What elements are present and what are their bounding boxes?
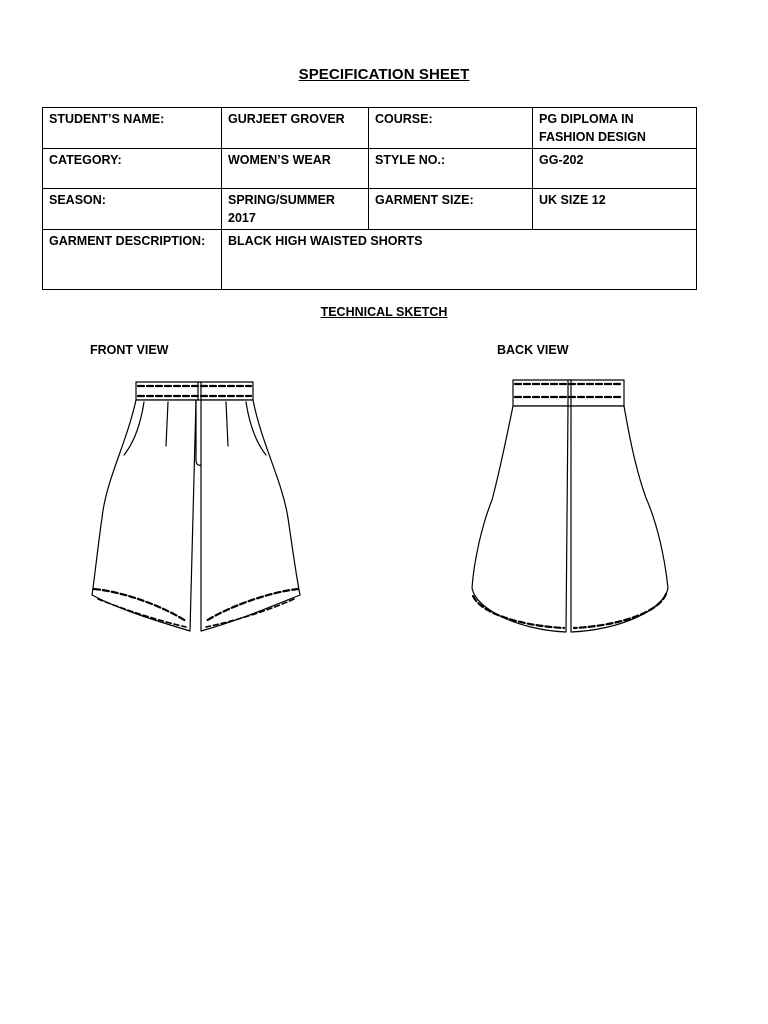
right-leg-panel xyxy=(201,400,300,631)
technical-sketch-heading: TECHNICAL SKETCH xyxy=(320,305,448,319)
season-label: SEASON: xyxy=(43,189,222,230)
specification-table xyxy=(42,107,697,290)
table-row xyxy=(43,189,697,230)
style-no-value: GG-202 xyxy=(533,149,697,189)
page-title: SPECIFICATION SHEET xyxy=(298,66,470,83)
style-no-label: STYLE NO.: xyxy=(369,149,533,189)
category-label: CATEGORY: xyxy=(43,149,222,189)
garment-size-label: GARMENT SIZE: xyxy=(369,189,533,230)
season-value: SPRING/SUMMER 2017 xyxy=(222,189,369,230)
fly-stitch xyxy=(196,400,201,465)
front-view-sketch xyxy=(80,370,310,640)
category-value: WOMEN’S WEAR xyxy=(222,149,369,189)
back-view-sketch xyxy=(460,370,690,640)
table-row xyxy=(43,108,697,149)
garment-size-value: UK SIZE 12 xyxy=(533,189,697,230)
left-leg-panel xyxy=(472,406,568,632)
student-name-value: GURJEET GROVER xyxy=(222,108,369,149)
table-row xyxy=(43,149,697,189)
waistband xyxy=(136,382,253,400)
garment-description-value: BLACK HIGH WAISTED SHORTS xyxy=(222,230,697,290)
garment-description-label: GARMENT DESCRIPTION: xyxy=(43,230,222,290)
course-label: COURSE: xyxy=(369,108,533,149)
left-leg-panel xyxy=(92,400,196,631)
student-name-label: STUDENT’S NAME: xyxy=(43,108,222,149)
table-row xyxy=(43,230,697,290)
front-view-label: FRONT VIEW xyxy=(90,343,169,357)
back-view-label: BACK VIEW xyxy=(497,343,569,357)
right-leg-panel xyxy=(571,406,668,632)
course-value: PG DIPLOMA IN FASHION DESIGN xyxy=(533,108,697,149)
